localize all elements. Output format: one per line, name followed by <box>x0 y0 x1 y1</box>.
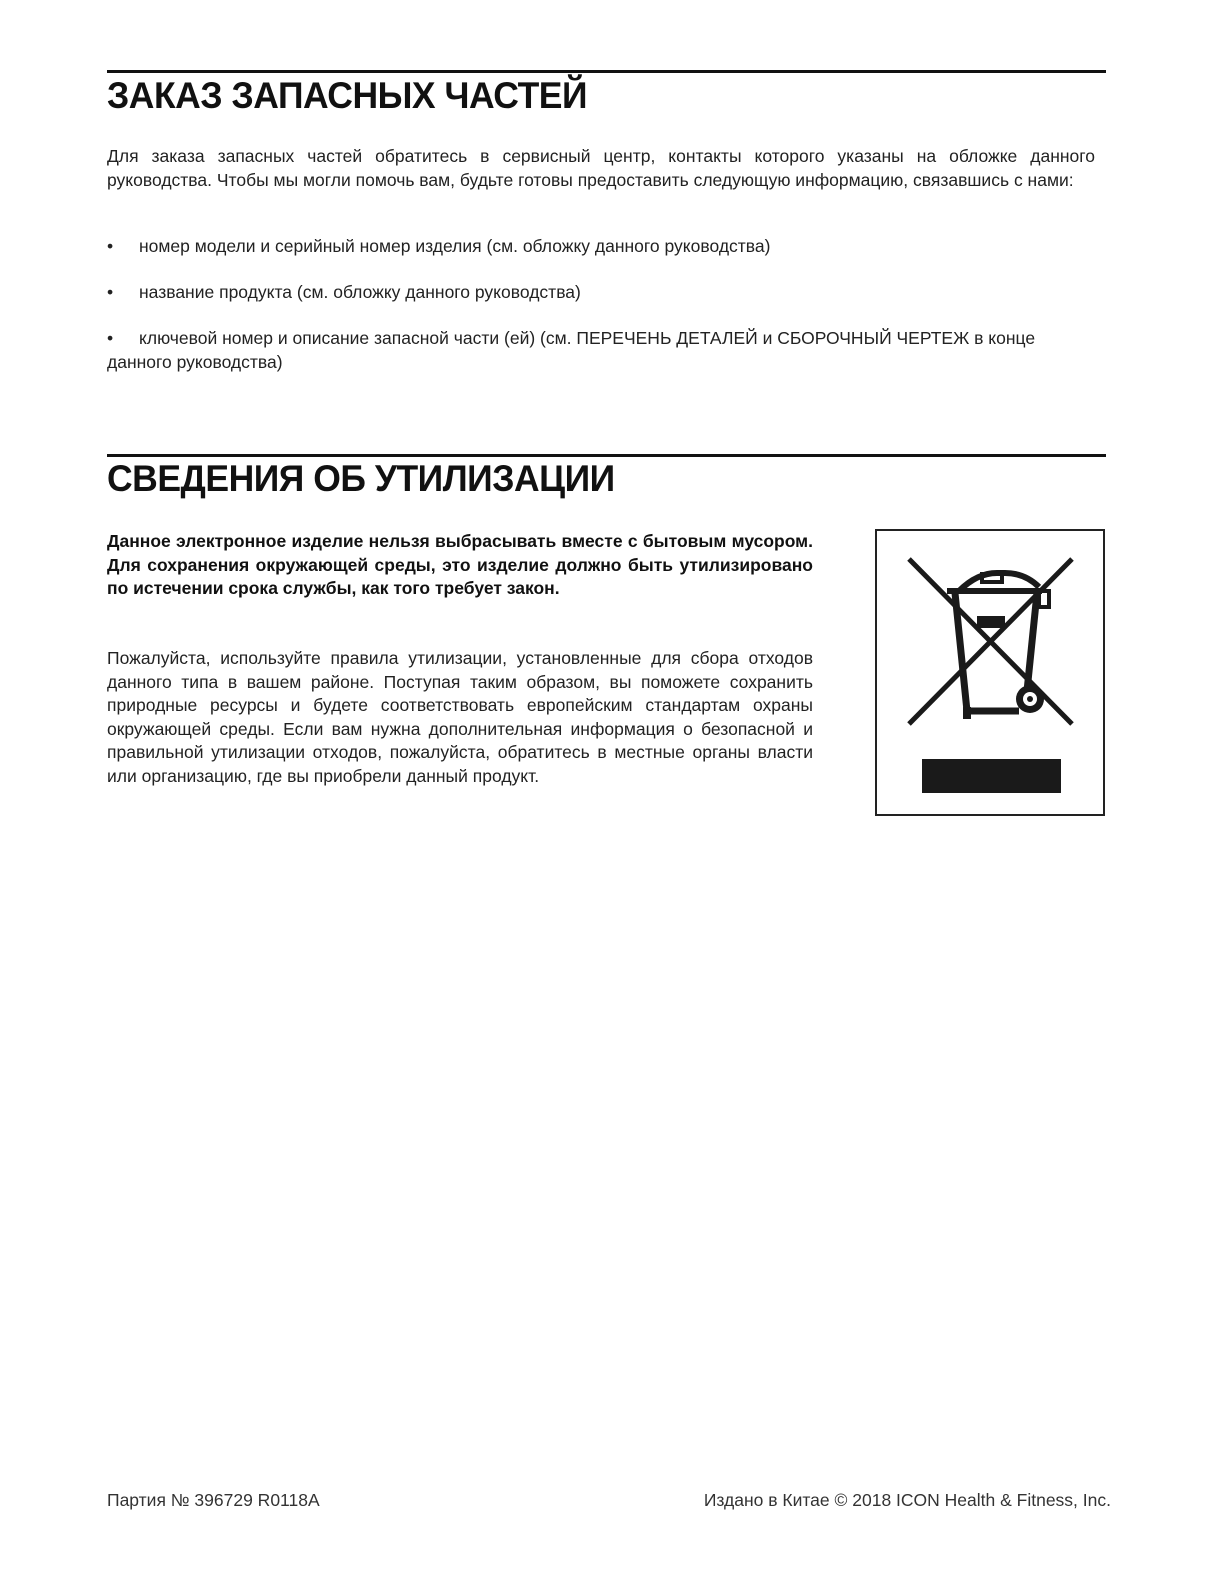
heading-disposal: СВЕДЕНИЯ ОБ УТИЛИЗАЦИИ <box>107 458 615 499</box>
weee-solid-bar <box>922 759 1061 793</box>
footer-copyright: Издано в Китае © 2018 ICON Health & Fitness, Inc. <box>703 1490 1111 1510</box>
heading-spare-parts: ЗАКАЗ ЗАПАСНЫХ ЧАСТЕЙ <box>107 75 588 116</box>
disposal-instructions: Пожалуйста, используйте правила утилизации, установленные для сбора отходов данного типа в вашем районе. Поступая таким образом, вы поможете сохранить природные ресурсы и будете соответствовать европейским стандартам охраны окружающей среды. Если вам нужна дополнительная информация о безопасной и правильной утилизации отходов, пожалуйста, обратитесь в местные органы власти или организацию, где вы приобрели данный продукт. <box>107 648 813 786</box>
footer-batch-number: Партия № 396729 R0118A <box>107 1490 320 1510</box>
list-item-text: название продукта (см. обложку данного руководства) <box>139 282 581 302</box>
bullet-icon: • <box>107 328 114 348</box>
weee-symbol-box <box>875 529 1105 816</box>
list-item-text: ключевой номер и описание запасной части (ей) (см. ПЕРЕЧЕНЬ ДЕТАЛЕЙ и СБОРОЧНЫЙ ЧЕРТЕЖ в конце данного руководства) <box>107 328 1036 372</box>
list-item <box>107 235 1097 259</box>
bullet-icon: • <box>107 282 114 302</box>
section-divider-top <box>107 70 1106 73</box>
section-divider-disposal <box>107 454 1106 457</box>
bullet-icon: • <box>107 236 114 256</box>
spare-parts-intro: Для заказа запасных частей обратитесь в сервисный центр, контакты которого указаны на обложке данного руководства. Чтобы мы могли помочь вам, будьте готовы предоставить следующую информацию, связавшись с нами: <box>107 146 1095 190</box>
disposal-warning: Данное электронное изделие нельзя выбрасывать вместе с бытовым мусором. Для сохранения окружающей среды, это изделие должно быть утилизировано по истечении срока службы, как того требует закон. <box>107 531 813 598</box>
list-item <box>107 327 1097 374</box>
crossed-out-wheelie-bin-icon <box>877 531 1103 751</box>
list-item-text: номер модели и серийный номер изделия (см. обложку данного руководства) <box>139 236 771 256</box>
list-item <box>107 281 1097 305</box>
